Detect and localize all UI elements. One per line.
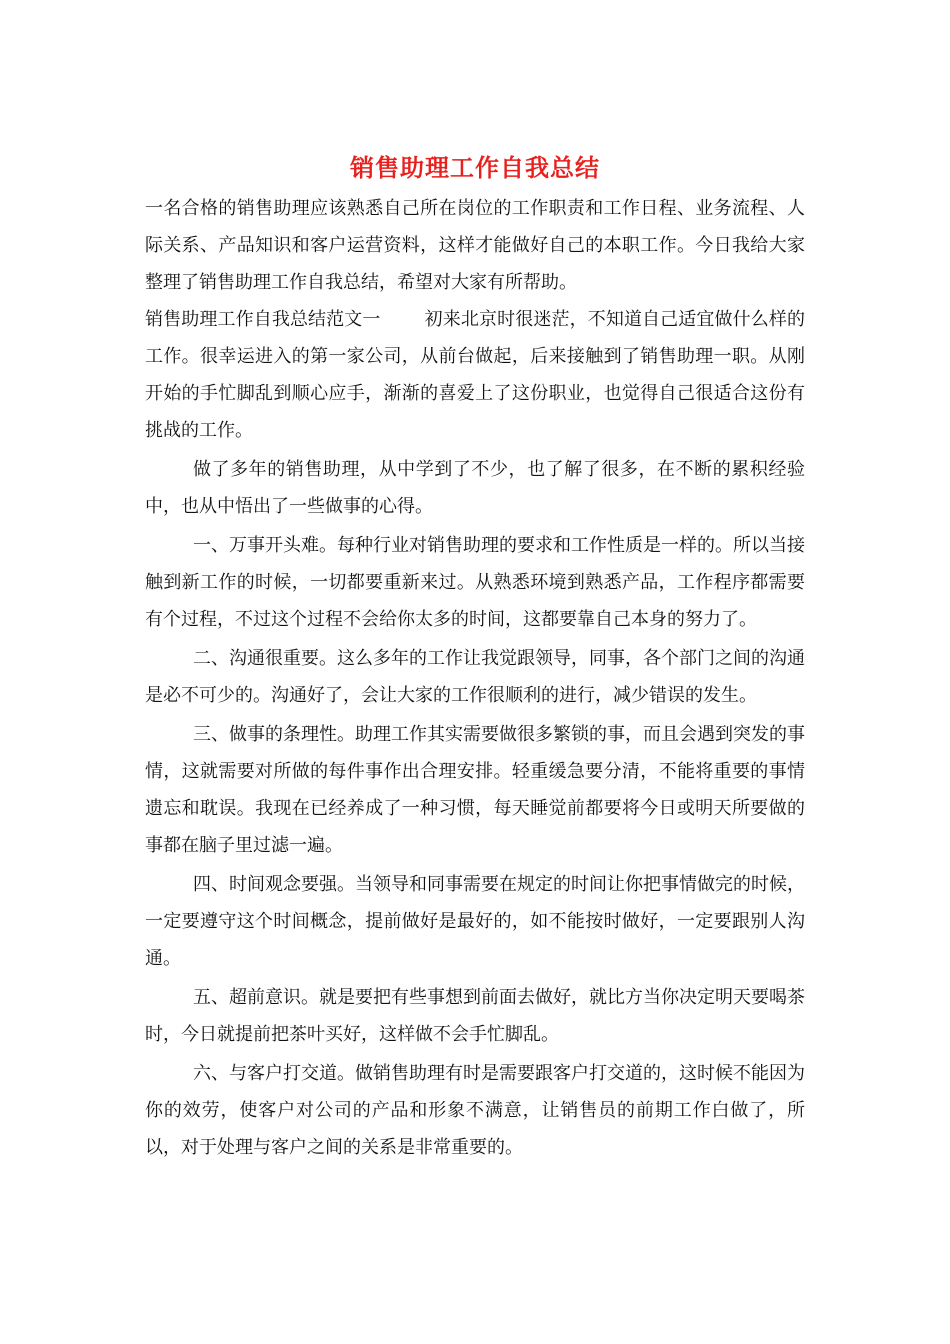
body-paragraph-1: 做了多年的销售助理，从中学到了不少，也了解了很多，在不断的累积经验中，也从中悟出了一些做事的心得。	[145, 459, 805, 517]
sample-heading: 销售助理工作自我总结范文一	[145, 309, 381, 330]
body-paragraph-7: 六、与客户打交道。做销售助理有时是需要跟客户打交道的，这时候不能因为你的效劳，使客户对公司的产品和形象不满意，让销售员的前期工作白做了，所以，对于处理与客户之间的关系是非常重要的。	[145, 1063, 805, 1158]
body-paragraph-2: 一、万事开头难。每种行业对销售助理的要求和工作性质是一样的。所以当接触到新工作的时候，一切都要重新来过。从熟悉环境到熟悉产品，工作程序都需要有个过程，不过这个过程不会给你太多的时间，这都要靠自己本身的努力了。	[145, 535, 805, 630]
body-paragraph-4: 三、做事的条理性。助理工作其实需要做很多繁锁的事，而且会遇到突发的事情，这就需要对所做的每件事作出合理安排。轻重缓急要分清，不能将重要的事情遗忘和耽误。我现在已经养成了一种习惯，每天睡觉前都要将今日或明天所要做的事都在脑子里过滤一遍。	[145, 724, 805, 856]
body-paragraph-5: 四、时间观念要强。当领导和同事需要在规定的时间让你把事情做完的时候，一定要遵守这个时间概念，提前做好是最好的，如不能按时做好，一定要跟别人沟通。	[145, 874, 805, 969]
body-paragraph-6: 五、超前意识。就是要把有些事想到前面去做好，就比方当你决定明天要喝茶时，今日就提前把茶叶买好，这样做不会手忙脚乱。	[145, 987, 805, 1045]
intro-paragraph: 一名合格的销售助理应该熟悉自己所在岗位的工作职责和工作日程、业务流程、人际关系、产品知识和客户运营资料，这样才能做好自己的本职工作。今日我给大家整理了销售助理工作自我总结，希望对大家有所帮助。	[145, 198, 805, 293]
document-title: 销售助理工作自我总结	[350, 153, 600, 182]
document-body	[145, 150, 805, 1166]
sample-paragraph	[145, 301, 805, 449]
sample-first-text: 初来北京时很迷茫，不知道自己适宜做什么样的工作。很幸运进入的第一家公司，从前台做起，后来接触到了销售助理一职。从刚开始的手忙脚乱到顺心应手，渐渐的喜爱上了这份职业，也觉得自己很适合这份有挑战的工作。	[145, 309, 805, 441]
body-paragraph-3: 二、沟通很重要。这么多年的工作让我觉跟领导，同事，各个部门之间的沟通是必不可少的。沟通好了，会让大家的工作很顺利的进行，减少错误的发生。	[145, 648, 805, 706]
